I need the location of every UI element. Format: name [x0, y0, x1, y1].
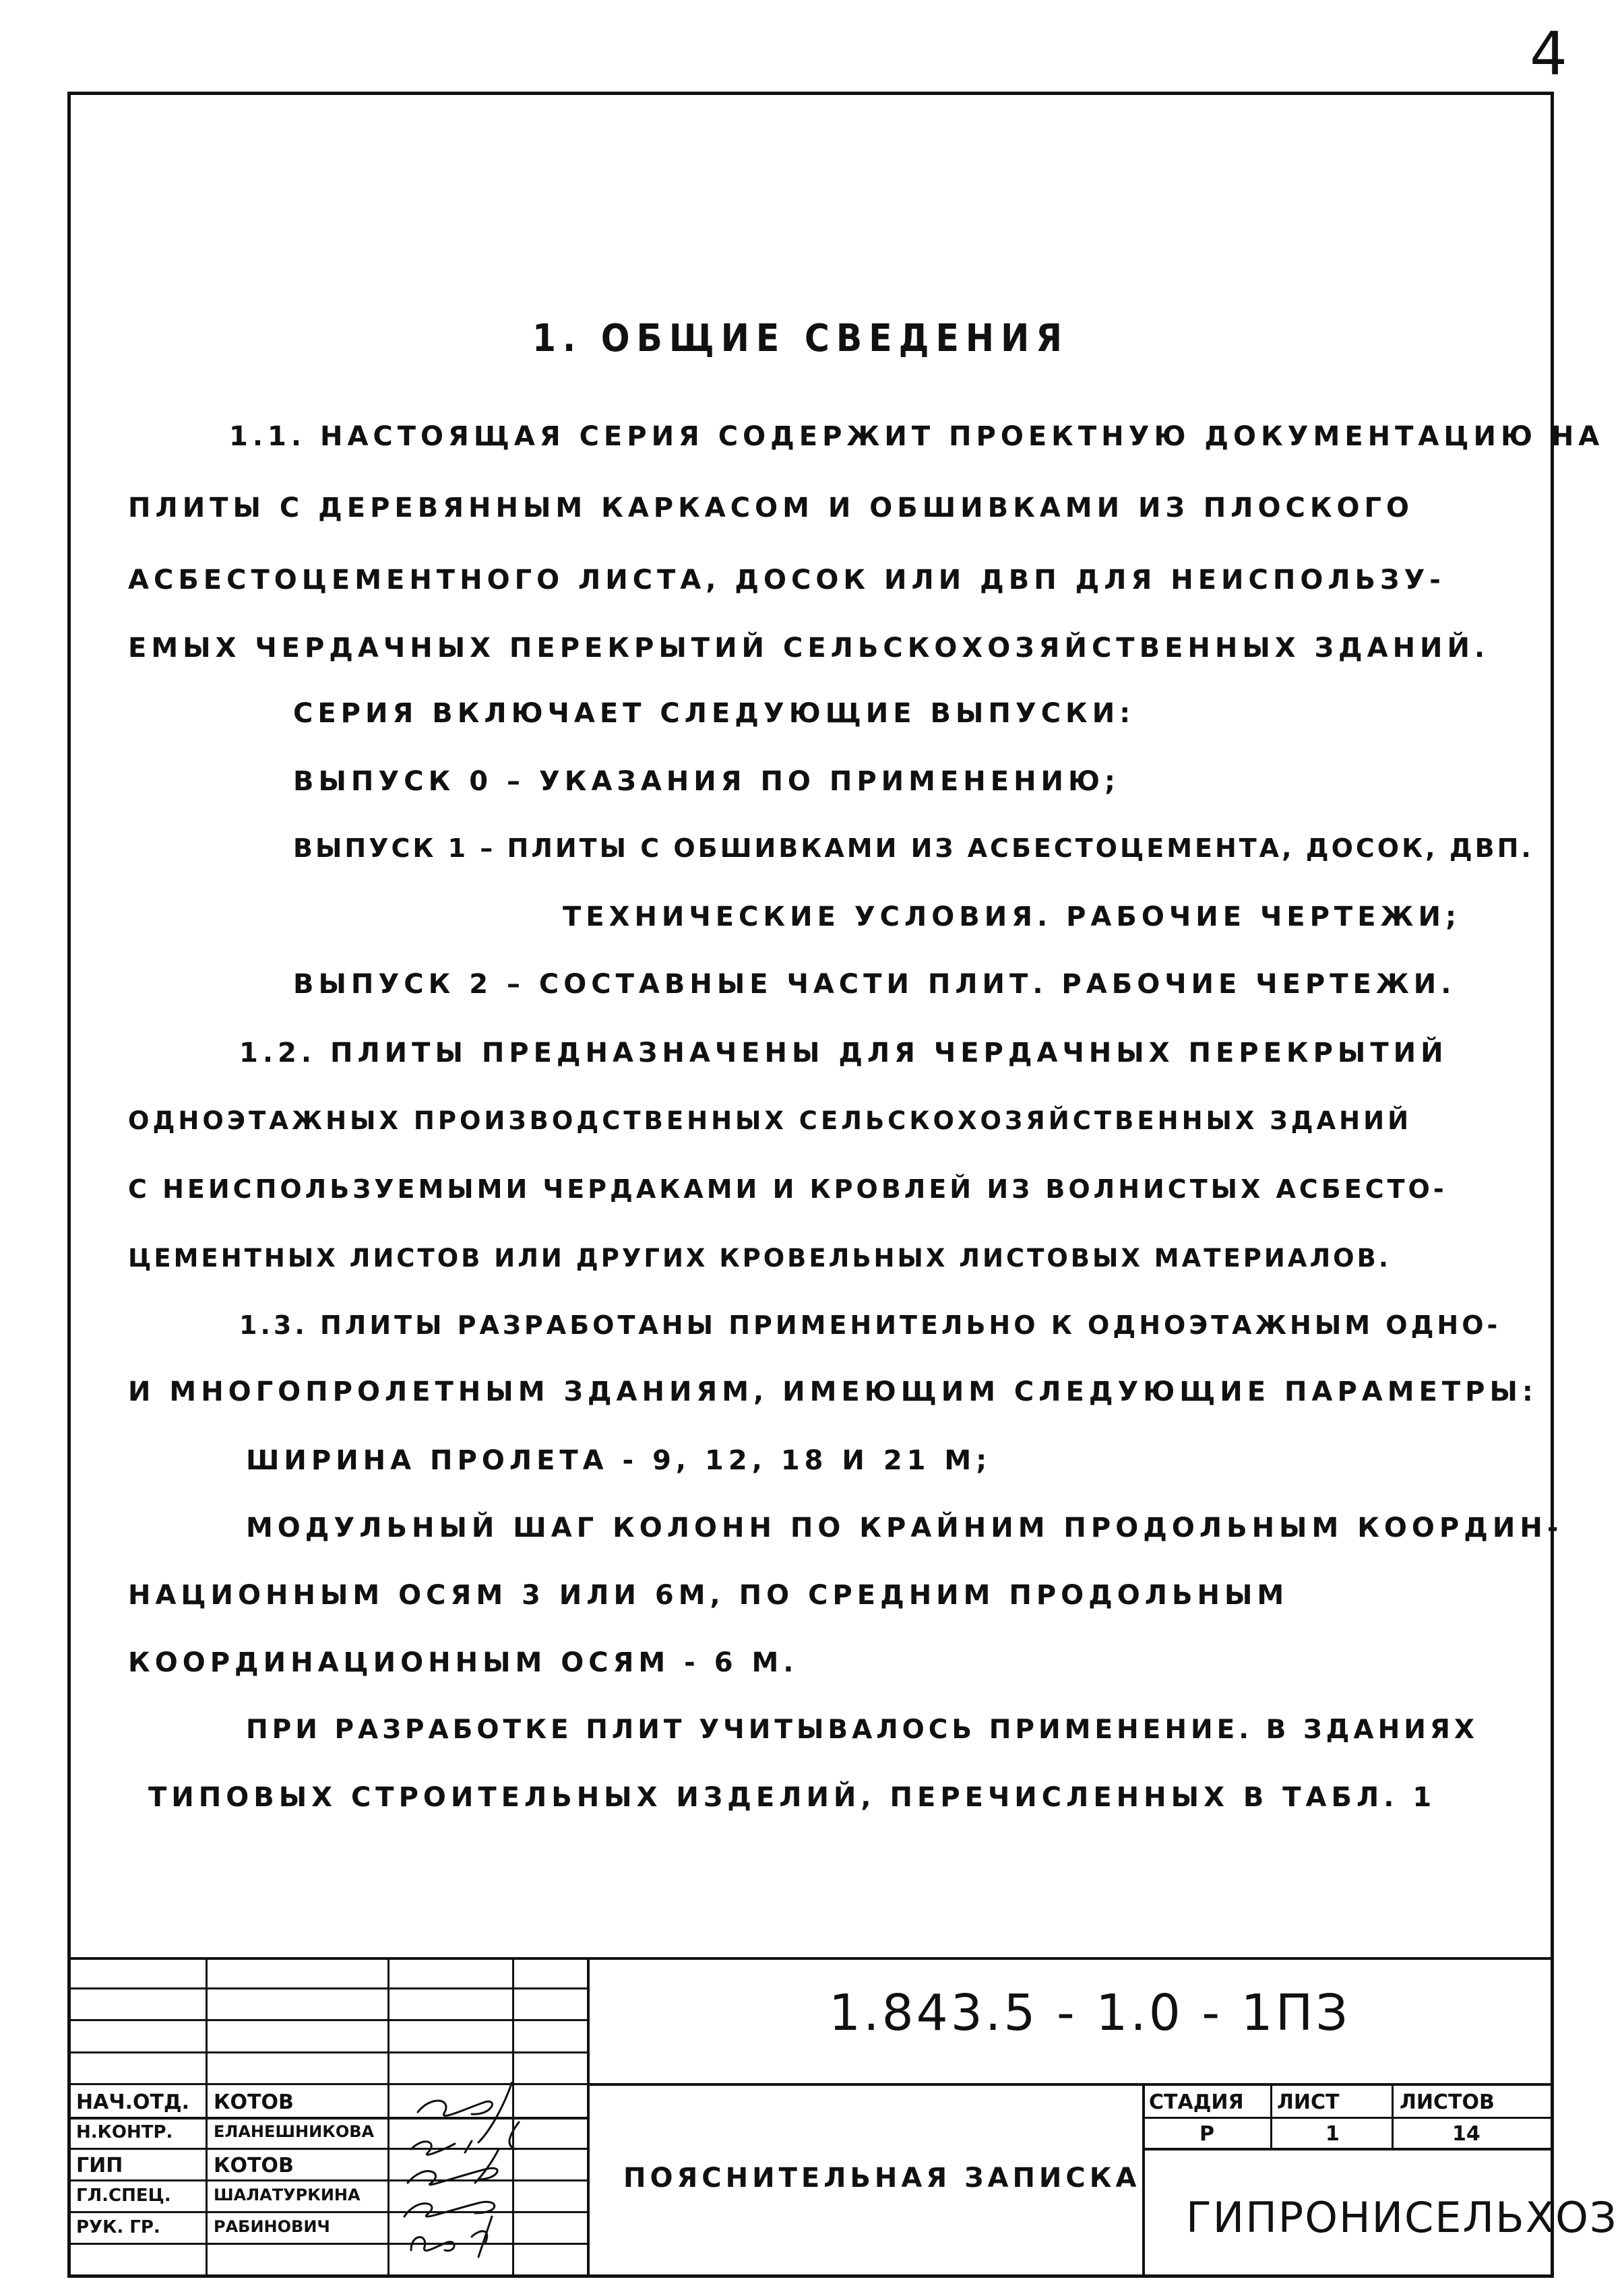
- role-label: РУК. ГР.: [76, 2217, 160, 2237]
- organization-name: ГИПРОНИСЕЛЬХОЗ: [1186, 2193, 1618, 2242]
- person-name: РАБИНОВИЧ: [214, 2217, 330, 2236]
- person-name: ШАЛАТУРКИНА: [214, 2186, 361, 2204]
- role-label: Н.КОНТР.: [76, 2122, 173, 2142]
- text-line: ПЛИТЫ С ДЕРЕВЯННЫМ КАРКАСОМ И ОБШИВКАМИ ИЗ ПЛОСКОГО: [128, 492, 1414, 523]
- text-line: ВЫПУСК 0 – УКАЗАНИЯ ПО ПРИМЕНЕНИЮ;: [293, 766, 1120, 797]
- text-line: 1.2. ПЛИТЫ ПРЕДНАЗНАЧЕНЫ ДЛЯ ЧЕРДАЧНЫХ ПЕРЕКРЫТИЙ: [239, 1038, 1448, 1069]
- text-line: 1.1. НАСТОЯЩАЯ СЕРИЯ СОДЕРЖИТ ПРОЕКТНУЮ ДОКУМЕНТАЦИЮ НА: [229, 421, 1604, 452]
- stage-value: Р: [1199, 2122, 1214, 2146]
- text-line: МОДУЛЬНЫЙ ШАГ КОЛОНН ПО КРАЙНИМ ПРОДОЛЬНЫМ КООРДИН-: [246, 1512, 1563, 1543]
- text-line: НАЦИОННЫМ ОСЯМ 3 ИЛИ 6М, ПО СРЕДНИМ ПРОДОЛЬНЫМ: [128, 1580, 1289, 1611]
- text-line: ЦЕМЕНТНЫХ ЛИСТОВ ИЛИ ДРУГИХ КРОВЕЛЬНЫХ ЛИСТОВЫХ МАТЕРИАЛОВ.: [128, 1244, 1391, 1273]
- text-line: С НЕИСПОЛЬЗУЕМЫМИ ЧЕРДАКАМИ И КРОВЛЕЙ ИЗ ВОЛНИСТЫХ АСБЕСТО-: [128, 1174, 1447, 1204]
- page-number: 4: [1530, 19, 1567, 88]
- text-line: ТИПОВЫХ СТРОИТЕЛЬНЫХ ИЗДЕЛИЙ, ПЕРЕЧИСЛЕННЫХ В ТАБЛ. 1: [148, 1782, 1437, 1813]
- text-line: ЕМЫХ ЧЕРДАЧНЫХ ПЕРЕКРЫТИЙ СЕЛЬСКОХОЗЯЙСТВЕННЫХ ЗДАНИЙ.: [128, 633, 1490, 664]
- sheet-value: 1: [1325, 2122, 1340, 2146]
- role-label: НАЧ.ОТД.: [76, 2091, 190, 2114]
- text-line: 1.3. ПЛИТЫ РАЗРАБОТАНЫ ПРИМЕНИТЕЛЬНО К ОДНОЭТАЖНЫМ ОДНО-: [239, 1310, 1501, 1340]
- text-line: АСБЕСТОЦЕМЕНТНОГО ЛИСТА, ДОСОК ИЛИ ДВП ДЛЯ НЕИСПОЛЬЗУ-: [128, 565, 1445, 596]
- text-line: СЕРИЯ ВКЛЮЧАЕТ СЛЕДУЮЩИЕ ВЫПУСКИ:: [293, 698, 1135, 729]
- person-name: КОТОВ: [214, 2154, 294, 2177]
- text-line: ВЫПУСК 2 – СОСТАВНЫЕ ЧАСТИ ПЛИТ. РАБОЧИЕ ЧЕРТЕЖИ.: [293, 969, 1456, 1000]
- document-code: 1.843.5 - 1.0 - 1ПЗ: [829, 1984, 1350, 2042]
- text-line: КООРДИНАЦИОННЫМ ОСЯМ - 6 М.: [128, 1647, 799, 1678]
- text-line: И МНОГОПРОЛЕТНЫМ ЗДАНИЯМ, ИМЕЮЩИМ СЛЕДУЮЩИЕ ПАРАМЕТРЫ:: [128, 1376, 1538, 1407]
- text-line: ВЫПУСК 1 – ПЛИТЫ С ОБШИВКАМИ ИЗ АСБЕСТОЦЕМЕНТА, ДОСОК, ДВП.: [293, 833, 1534, 863]
- text-line: ШИРИНА ПРОЛЕТА - 9, 12, 18 И 21 М;: [246, 1445, 992, 1476]
- section-heading: 1. ОБЩИЕ СВЕДЕНИЯ: [532, 317, 1069, 360]
- sheet-header: ЛИСТ: [1277, 2091, 1340, 2114]
- document-title: ПОЯСНИТЕЛЬНАЯ ЗАПИСКА: [623, 2163, 1141, 2194]
- sheets-header: ЛИСТОВ: [1400, 2091, 1495, 2114]
- person-name: КОТОВ: [214, 2091, 294, 2114]
- person-name: ЕЛАНЕШНИКОВА: [214, 2122, 375, 2141]
- text-line: ТЕХНИЧЕСКИЕ УСЛОВИЯ. РАБОЧИЕ ЧЕРТЕЖИ;: [563, 901, 1461, 932]
- stage-header: СТАДИЯ: [1149, 2091, 1244, 2114]
- sheets-value: 14: [1452, 2122, 1480, 2146]
- role-label: ГЛ.СПЕЦ.: [76, 2186, 171, 2206]
- role-label: ГИП: [76, 2154, 123, 2177]
- text-line: ОДНОЭТАЖНЫХ ПРОИЗВОДСТВЕННЫХ СЕЛЬСКОХОЗЯЙСТВЕННЫХ ЗДАНИЙ: [128, 1106, 1412, 1135]
- signatures: [391, 2082, 593, 2274]
- text-line: ПРИ РАЗРАБОТКЕ ПЛИТ УЧИТЫВАЛОСЬ ПРИМЕНЕНИЕ. В ЗДАНИЯХ: [246, 1715, 1478, 1745]
